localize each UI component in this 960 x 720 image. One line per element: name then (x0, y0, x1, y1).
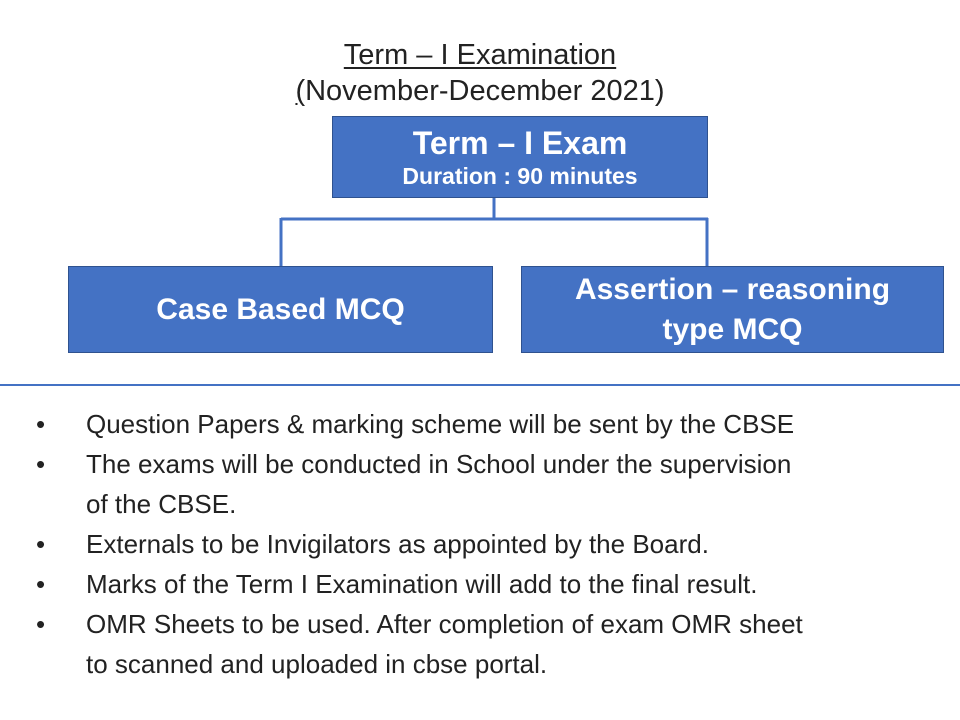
notes-list (0, 404, 960, 684)
bullet-icon: • (36, 609, 46, 639)
bullet-icon: • (36, 569, 46, 599)
bullet-icon: • (36, 409, 46, 439)
child-assertion-label-line-2: type MCQ (662, 312, 803, 346)
list-item (0, 444, 960, 524)
title-line-1: Term – I Examination (343, 39, 617, 71)
bullet-icon: • (36, 529, 46, 559)
list-item (0, 604, 960, 684)
diagram-child-case-based (68, 266, 493, 353)
list-item-line: Question Papers & marking scheme will be sent by the CBSE (86, 409, 795, 439)
list-item-line: Marks of the Term I Examination will add to the final result. (86, 569, 758, 599)
diagram-child-assertion-reasoning (521, 266, 944, 353)
diagram-root-box (332, 116, 708, 198)
list-item-line: Externals to be Invigilators as appointed by the Board. (86, 529, 709, 559)
bullet-icon: • (36, 449, 46, 479)
list-item (0, 404, 960, 444)
subtitle-date-range: November-December 2021) (305, 75, 665, 107)
section-divider (0, 384, 960, 386)
list-item (0, 524, 960, 564)
child-assertion-label-line-1: Assertion – reasoning (574, 272, 891, 306)
list-item-line: to scanned and uploaded in cbse portal. (86, 649, 548, 679)
child-case-based-label: Case Based MCQ (156, 292, 405, 326)
subtitle-open-paren: ( (295, 75, 306, 107)
list-item-line: OMR Sheets to be used. After completion of exam OMR sheet (86, 609, 803, 639)
list-item (0, 564, 960, 604)
list-item-line: The exams will be conducted in School under the supervision (86, 449, 792, 479)
root-box-duration: Duration : 90 minutes (402, 163, 638, 189)
list-item-line: of the CBSE. (86, 489, 237, 519)
root-box-title: Term – I Exam (412, 125, 628, 161)
